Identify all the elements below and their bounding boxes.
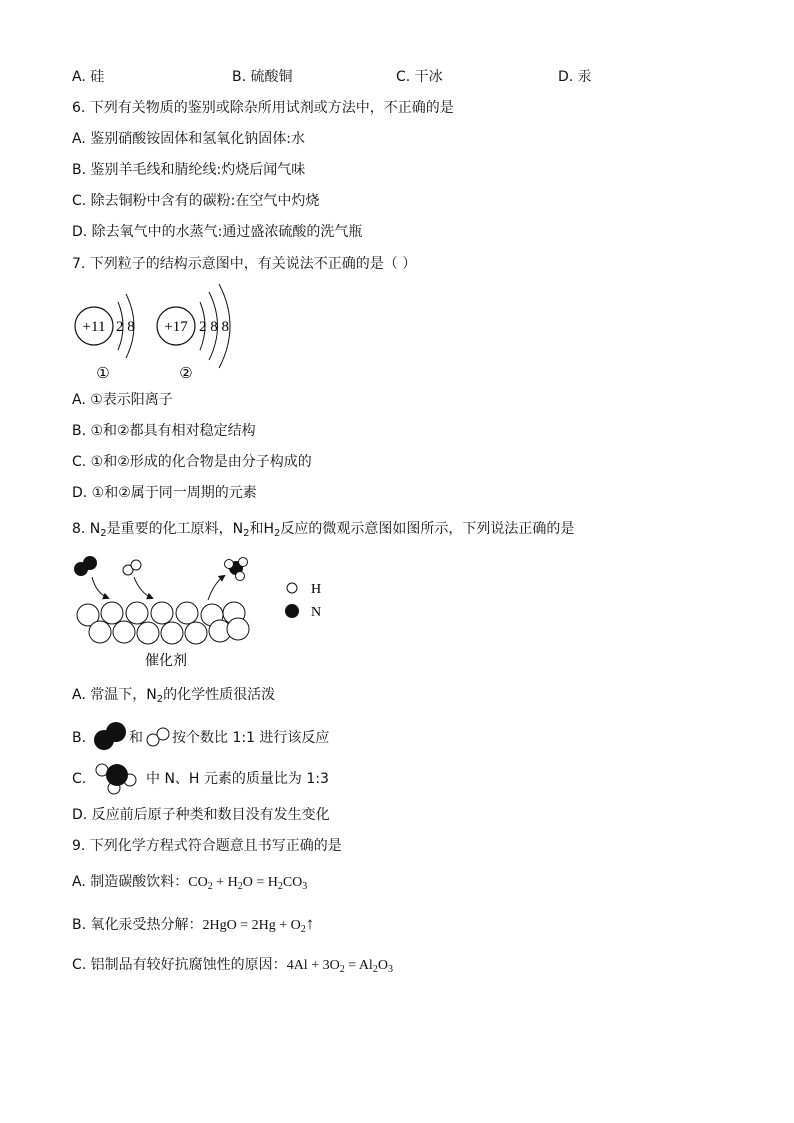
q5-option-a: A. 硅 bbox=[72, 69, 105, 85]
q6-option-d: D. 除去氧气中的水蒸气:通过盛浓硫酸的洗气瓶 bbox=[72, 224, 363, 240]
q5-option-c: C. 干冰 bbox=[396, 69, 443, 85]
q8-option-d: D. 反应前后原子种类和数目没有发生变化 bbox=[72, 807, 330, 823]
catalyst-label: 催化剂 bbox=[145, 653, 187, 669]
q5-option-d: D. 汞 bbox=[558, 69, 592, 85]
q7-option-b: B. ①和②都具有相对稳定结构 bbox=[72, 423, 256, 439]
q8-option-b: B. bbox=[72, 730, 87, 746]
q6-option-c: C. 除去铜粉中含有的碳粉:在空气中灼烧 bbox=[72, 193, 320, 209]
equation-c: $4Al + 3O_2 = Al_2O_3$ bbox=[286, 958, 393, 975]
q7-option-d: D. ①和②属于同一周期的元素 bbox=[72, 485, 257, 501]
q9-option-b: B. 氧化汞受热分解：$2HgO = 2Hg + O_2↑$ bbox=[72, 914, 315, 935]
q9-option-a: A. 制造碳酸饮料：$CO_2 + H_2O = H_2CO_3$ bbox=[72, 874, 308, 892]
q8-option-a: A. 常温下，$N_2$的化学性质很活泼 bbox=[72, 687, 276, 705]
equation-b: $2HgO = 2Hg + O_2↑$ bbox=[202, 914, 315, 935]
diagram2-nucleus: +17 bbox=[164, 319, 188, 335]
q8-reaction-diagram bbox=[68, 555, 338, 671]
q7-option-c: C. ①和②形成的化合物是由分子构成的 bbox=[72, 454, 312, 470]
q8-option-b-and: 和 bbox=[129, 730, 143, 746]
q8-option-c-molecule bbox=[92, 758, 142, 800]
q7-atom-diagrams bbox=[66, 282, 256, 384]
q8-option-b-text: 按个数比 1:1 进行该反应 bbox=[172, 730, 330, 746]
q6-stem: 6. 下列有关物质的鉴别或除杂所用试剂或方法中，不正确的是 bbox=[72, 100, 454, 116]
q9-stem: 9. 下列化学方程式符合题意且书写正确的是 bbox=[72, 838, 342, 854]
q6-option-a: A. 鉴别硝酸铵固体和氢氧化钠固体:水 bbox=[72, 131, 305, 147]
q8-option-c: C. bbox=[72, 771, 87, 787]
q5-option-b: B. 硫酸铜 bbox=[232, 69, 293, 85]
q9-option-c: C. 铝制品有较好抗腐蚀性的原因：$4Al + 3O_2 = Al_2O_3$ bbox=[72, 957, 393, 975]
q7-stem: 7. 下列粒子的结构示意图中，有关说法不正确的是（ ） bbox=[72, 256, 417, 272]
q8-stem: 8. $N_2$是重要的化工原料，$N_2$和$H_2$反应的微观示意图如图所示，下列说法正确的是 bbox=[72, 521, 575, 539]
diagram1-label: ① bbox=[96, 366, 110, 382]
q5-options bbox=[72, 66, 722, 84]
q6-option-b: B. 鉴别羊毛线和腈纶线:灼烧后闻气味 bbox=[72, 162, 306, 178]
legend-h: H bbox=[311, 582, 322, 597]
legend-n: N bbox=[311, 605, 322, 620]
diagram1-nucleus: +11 bbox=[82, 319, 106, 335]
q7-option-a: A. ①表示阳离子 bbox=[72, 392, 173, 408]
diagram2-label: ② bbox=[179, 366, 193, 382]
q8-option-c-text: 中 N、H 元素的质量比为 1:3 bbox=[146, 771, 329, 787]
diagram1-shells: 2 8 bbox=[116, 319, 135, 335]
equation-a: $CO_2 + H_2O = H_2CO_3$ bbox=[188, 875, 308, 892]
diagram2-shells: 2 8 8 bbox=[199, 319, 229, 335]
